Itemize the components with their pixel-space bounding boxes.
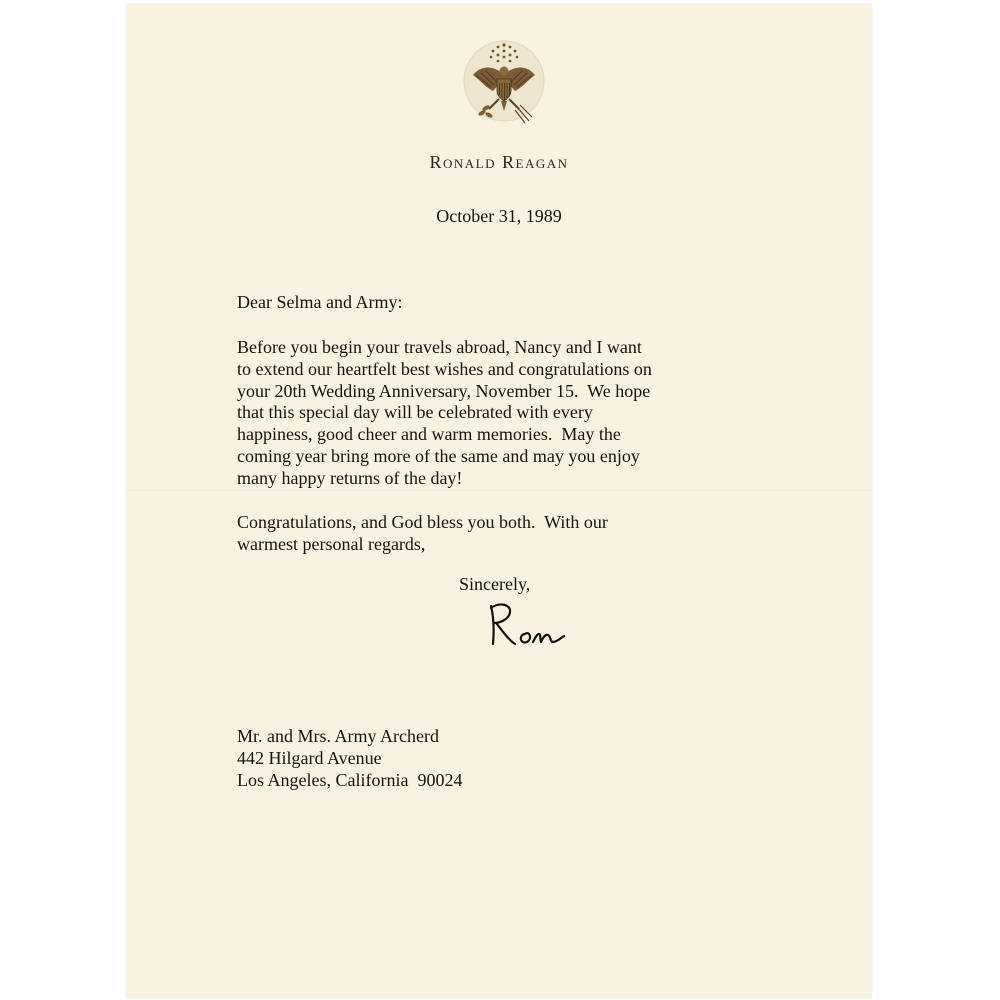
body-paragraph-2 bbox=[237, 512, 797, 556]
paragraph-line: warmest personal regards, bbox=[237, 533, 426, 554]
paragraph-line: happiness, good cheer and warm memories. May the bbox=[237, 424, 621, 445]
paper-fold-crease bbox=[126, 490, 872, 492]
paragraph-line: that this special day will be celebrated with every bbox=[237, 402, 593, 423]
paragraph-line: coming year bring more of the same and may you enjoy bbox=[237, 445, 640, 466]
letter-date: October 31, 1989 bbox=[436, 206, 562, 226]
letter-page bbox=[126, 4, 872, 998]
great-seal-eagle-icon bbox=[461, 35, 547, 131]
closing: Sincerely, bbox=[459, 574, 531, 594]
paragraph-line: Congratulations, and God bless you both. With our bbox=[237, 512, 608, 532]
address-line: Mr. and Mrs. Army Archerd bbox=[237, 726, 439, 746]
salutation: Dear Selma and Army: bbox=[237, 292, 403, 312]
body-paragraph-1 bbox=[237, 337, 797, 490]
letterhead-name: Ronald Reagan bbox=[429, 152, 569, 172]
address-line: 442 Hilgard Avenue bbox=[237, 747, 382, 768]
paragraph-line: Before you begin your travels abroad, Nancy and I want bbox=[237, 337, 642, 357]
paragraph-line: your 20th Wedding Anniversary, November 15. We hope bbox=[237, 380, 651, 401]
paragraph-line: to extend our heartfelt best wishes and congratulations on bbox=[237, 358, 652, 379]
address-line: Los Angeles, California 90024 bbox=[237, 769, 463, 790]
recipient-address bbox=[237, 726, 797, 791]
handwritten-signature bbox=[481, 596, 587, 656]
paragraph-line: many happy returns of the day! bbox=[237, 467, 463, 488]
